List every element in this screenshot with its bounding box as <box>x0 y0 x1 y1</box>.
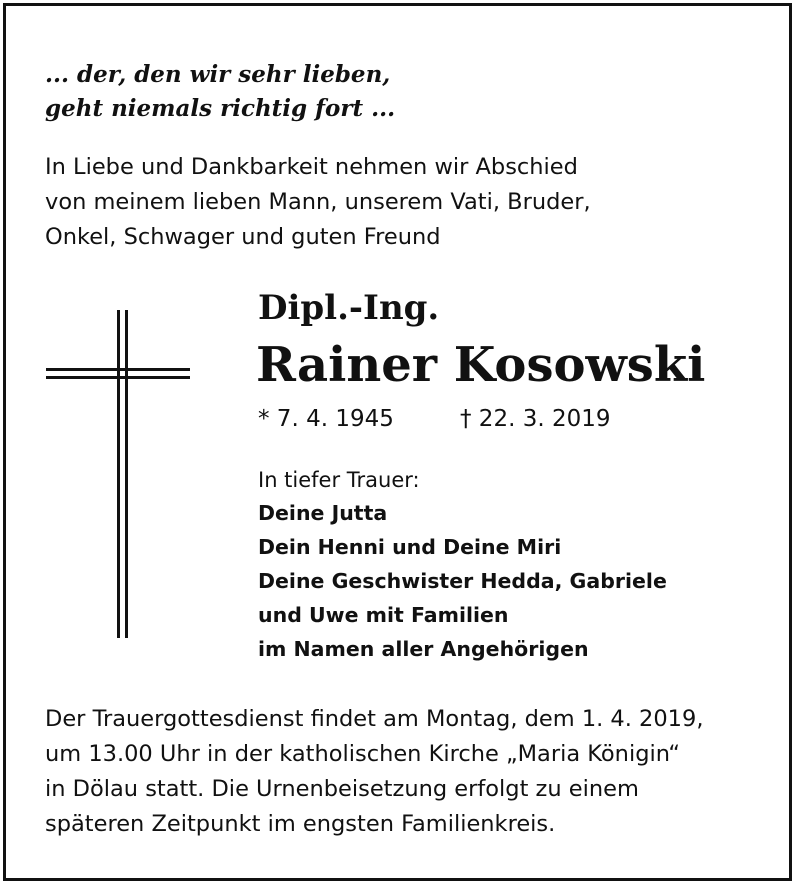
mourner-line: und Uwe mit Familien <box>258 603 509 627</box>
mourner-line: Deine Geschwister Hedda, Gabriele <box>258 569 667 593</box>
mourners-block <box>258 464 667 666</box>
death-date: † 22. 3. 2019 <box>460 406 611 432</box>
intro-line-3: Onkel, Schwager und guten Freund <box>45 224 441 250</box>
deceased-title: Dipl.-Ing. <box>258 288 440 328</box>
service-line-4: späteren Zeitpunkt im engsten Familienkreis. <box>45 811 556 837</box>
service-line-1: Der Trauergottesdienst findet am Montag, dem 1. 4. 2019, <box>45 706 704 732</box>
service-info <box>45 702 703 842</box>
service-line-2: um 13.00 Uhr in der katholischen Kirche „Maria Königin“ <box>45 741 681 767</box>
intro-line-2: von meinem lieben Mann, unserem Vati, Bruder, <box>45 189 591 215</box>
motto <box>45 58 395 126</box>
service-line-3: in Dölau statt. Die Urnenbeisetzung erfolgt zu einem <box>45 776 639 802</box>
mourner-line: Deine Jutta <box>258 501 388 525</box>
mourner-line: Dein Henni und Deine Miri <box>258 535 562 559</box>
intro-text <box>45 150 591 255</box>
motto-line-2: geht niemals richtig fort ... <box>45 95 396 122</box>
cross-icon <box>40 300 200 640</box>
motto-line-1: ... der, den wir sehr lieben, <box>45 61 391 88</box>
intro-line-1: In Liebe und Dankbarkeit nehmen wir Abschied <box>45 154 578 180</box>
deceased-name: Rainer Kosowski <box>256 337 706 393</box>
mourners-lead: In tiefer Trauer: <box>258 468 420 492</box>
birth-date: * 7. 4. 1945 <box>258 406 394 432</box>
mourner-line: im Namen aller Angehörigen <box>258 637 589 661</box>
